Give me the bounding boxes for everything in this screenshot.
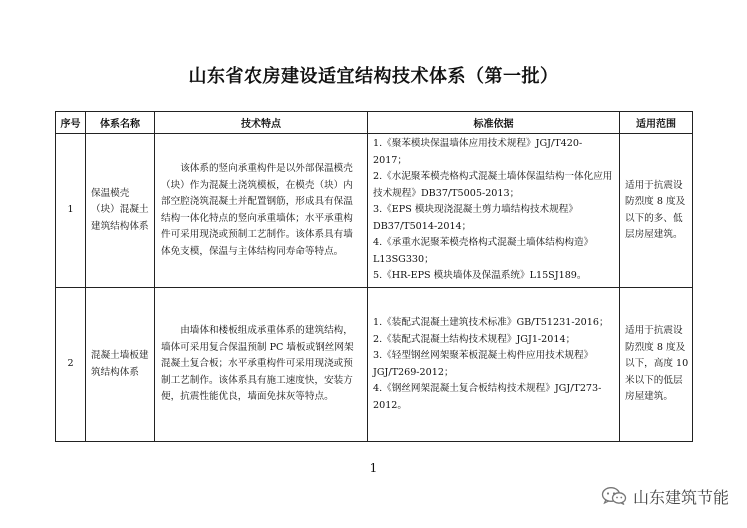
watermark — [601, 484, 729, 508]
table-header-row — [56, 112, 693, 134]
standard-item: 1.《装配式混凝土建筑技术标准》GB/T51231-2016； — [373, 317, 609, 328]
applicable-scope: 适用于抗震设防烈度 8 度及以下的多、低层房屋建筑。 — [620, 134, 693, 288]
standard-item: 1.《聚苯模块保温墙体应用技术规程》JGJ/T420-2017； — [373, 138, 583, 166]
standard-item: 4.《钢丝网架混凝土复合板结构技术规程》JGJ/T273-2012。 — [373, 383, 602, 411]
technical-features — [155, 134, 368, 288]
standard-item: 4.《承重水泥聚苯模壳格构式混凝土墙体结构构造》L13SG330； — [373, 237, 594, 265]
standard-item: 3.《EPS 模块现浇混凝土剪力墙结构技术规程》DB37/T5014-2014； — [373, 204, 578, 232]
row-number: 2 — [56, 288, 86, 442]
technical-features — [155, 288, 368, 442]
features-text: 该体系的竖向承重构件是以外部保温模壳（块）作为混凝土浇筑模板，在模壳（块）内部空腔浇筑混凝土并配置钢筋，形成具有保温结构一体化特点的竖向承重墙体；水平承重构件可采用现浇或预制工艺制作。该体系具有墙体免支模，保温与主体结构同寿命等特点。 — [161, 163, 353, 257]
standard-item: 5.《HR-EPS 模块墙体及保温系统》L15SJ189。 — [373, 270, 587, 282]
features-text: 由墙体和楼板组成承重体系的建筑结构，墙体可采用复合保温预制 PC 墙板或钢丝网架混凝土复合板；水平承重构件可采用现浇或预制工艺制作。该体系具有施工速度快，安装方便，抗震性能优良，墙面免抹灰等特点。 — [161, 325, 354, 403]
system-name: 保温模壳（块）混凝土建筑结构体系 — [86, 134, 155, 288]
structure-system-table — [55, 111, 693, 442]
standard-item: 2.《装配式混凝土结构技术规程》JGJ1-2014； — [373, 333, 576, 345]
header-standards: 标准依据 — [368, 112, 620, 134]
page-number: 1 — [369, 461, 378, 475]
standards-list — [368, 288, 620, 442]
applicable-scope: 适用于抗震设防烈度 8 度及以下，高度 10 米以下的低层房屋建筑。 — [620, 288, 693, 442]
wechat-icon — [601, 486, 627, 506]
table-row — [56, 288, 693, 442]
system-name: 混凝土墙板建筑结构体系 — [86, 288, 155, 442]
watermark-label: 山东建筑节能 — [632, 487, 729, 507]
standards-list — [368, 134, 620, 288]
header-features: 技术特点 — [155, 112, 368, 134]
table-row — [56, 134, 693, 288]
row-number: 1 — [56, 134, 86, 288]
standard-item: 3.《轻型钢丝网架聚苯板混凝土构件应用技术规程》JGJ/T269-2012； — [373, 350, 594, 378]
header-system-name: 体系名称 — [86, 112, 155, 134]
standard-item: 2.《水泥聚苯模壳格构式混凝土墙体保温结构一体化应用技术规程》DB37/T5005-2013； — [373, 171, 613, 199]
document-title: 山东省农房建设适宜结构技术体系（第一批） — [188, 66, 559, 87]
header-scope: 适用范围 — [620, 112, 693, 134]
header-no: 序号 — [56, 112, 86, 134]
